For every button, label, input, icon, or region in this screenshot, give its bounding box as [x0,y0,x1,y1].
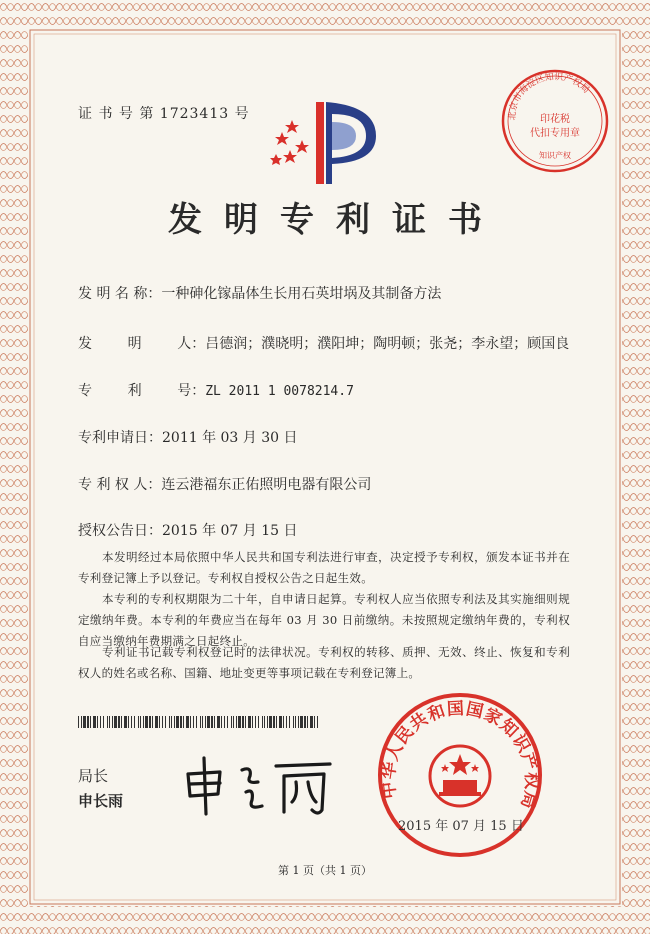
seal-date: 2015 年 07 月 15 日 [398,819,524,834]
paragraph-grant: 本发明经过本局依照中华人民共和国专利法进行审查，决定授予专利权，颁发本证书并在专利登记簿上予以登记。专利权自授权公告之日起生效。 [78,550,570,585]
field-label: 发 明 人： [78,336,206,352]
tax-stamp [500,66,610,176]
national-emblem-icon [430,746,490,806]
field-patent-number [78,380,354,400]
field-patentee [78,474,371,494]
certificate-number: 证 书 号 第 1723413 号 [78,106,250,122]
seal-ring-text: 中华人民共和国国家知识产权局 [378,698,542,812]
director-title: 局长 [78,767,109,785]
field-value: 吕德润；濮晓明；濮阳坤；陶明顿；张尧；李永望；顾国良 [205,336,570,352]
field-application-date [78,427,298,447]
paragraph-term: 本专利的专利权期限为二十年，自申请日起算。专利权人应当依照专利法及其实施细则规定缴纳年费。本专利的年费应当在每年 03 月 30 日前缴纳。未按照规定缴纳年费的，专利权自应当缴纳年费期满之日起终止。 [78,592,570,648]
field-label: 授权公告日： [78,523,162,539]
patent-office-logo-icon [268,92,388,188]
page-indicator: 第 1 页（共 1 页） [278,864,372,877]
field-value: 连云港福东正佑照明电器有限公司 [161,477,372,493]
field-inventors [78,333,569,353]
field-value: ZL 2011 1 0078214.7 [205,384,354,399]
tax-stamp-line1: 印花税 [540,114,570,125]
field-value: 一种砷化镓晶体生长用石英坩埚及其制备方法 [161,286,442,302]
director-signature [180,752,340,822]
field-label: 专利申请日： [78,430,162,446]
director-name: 申长雨 [78,792,124,810]
field-label: 专 利 号： [78,383,206,399]
tax-stamp-line2: 代扣专用章 [530,128,580,139]
field-value: 2011 年 03 月 30 日 [162,430,298,446]
official-seal [375,690,545,860]
page-title: 发明专利证书 [168,200,504,240]
field-value: 2015 年 07 月 15 日 [162,523,298,539]
field-label: 发 明 名 称： [78,286,162,302]
tax-stamp-line3: 知识产权 [539,151,571,160]
tax-stamp-ring-text: 北京市海淀区知识产权局 [507,72,591,121]
field-grant-date [78,520,298,540]
paragraph-legal-status: 专利证书记载专利权登记时的法律状况。专利权的转移、质押、无效、终止、恢复和专利权人的姓名或名称、国籍、地址变更等事项记载在专利登记簿上。 [78,645,570,680]
field-label: 专 利 权 人： [78,477,162,493]
barcode [78,716,320,728]
field-invention-name [78,283,441,303]
